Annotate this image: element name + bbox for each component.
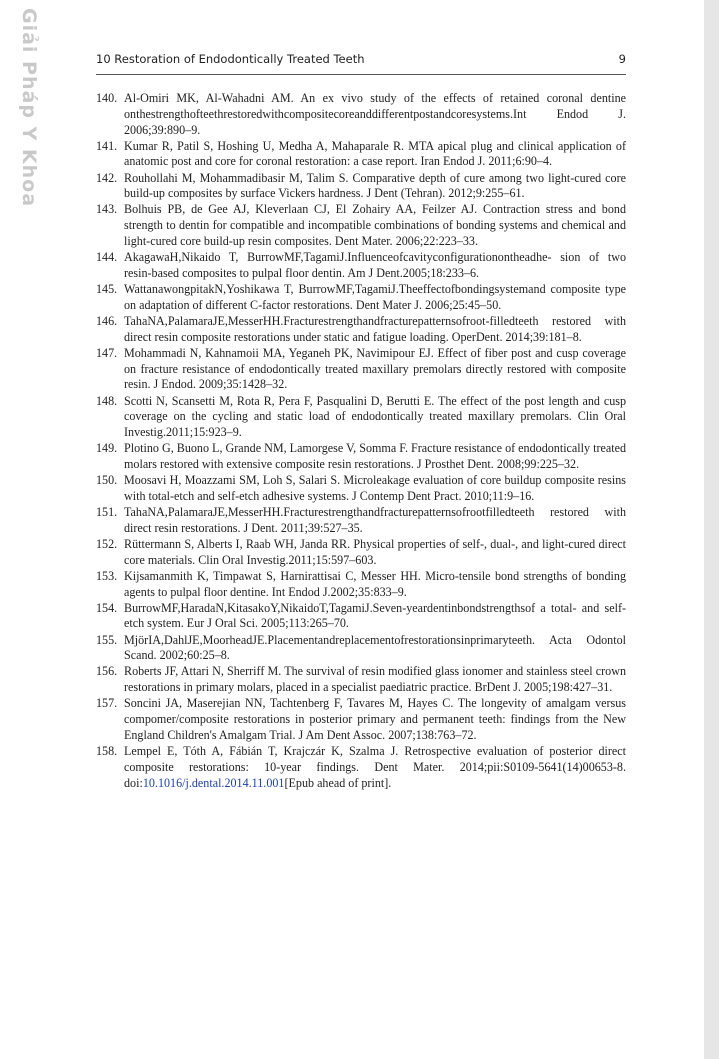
reference-item: [96, 569, 626, 601]
reference-number: 147.: [96, 345, 118, 360]
reference-number: 145.: [96, 282, 118, 297]
reference-item: [96, 473, 626, 505]
reference-text: AkagawaH,Nikaido T, BurrowMF,TagamiJ.Influenceofcavityconfigurationontheadhe- sion of two resin-based composites to pulpal floor dentin. Am J Dent.2005;18:233–6.: [124, 250, 626, 280]
left-margin: [0, 0, 52, 1059]
page-header: [96, 52, 626, 70]
reference-text: MjörIA,DahlJE,MoorheadJE.Placementandreplacementofrestorationsinprimaryteeth. Acta Odontol Scand. 2002;60:25–8.: [124, 632, 626, 663]
reference-item: [96, 505, 626, 537]
reference-text: Rouhollahi M, Mohammadibasir M, Talim S. Comparative depth of cure among two light-cured core build-up composites by surface Vickers hardness. J Dent (Tehran). 2012;9:255–61.: [124, 170, 626, 201]
doi-link[interactable]: 10.1016/j.dental.2014.11.001: [142, 775, 285, 790]
header-rule: [96, 74, 626, 75]
reference-item: [96, 346, 626, 393]
reference-number: 155.: [96, 632, 118, 647]
reference-number: 149.: [96, 441, 118, 456]
reference-number: 157.: [96, 696, 118, 711]
reference-item: [96, 744, 626, 791]
reference-item: [96, 91, 626, 138]
reference-text: Moosavi H, Moazzami SM, Loh S, Salari S. Microleakage evaluation of core buildup composite resins with total-etch and self-etch adhesive systems. J Contemp Dent Pract. 2010;11:9–16.: [124, 473, 626, 503]
page-number: 9: [618, 52, 626, 66]
reference-tail: [Epub ahead of print].: [284, 775, 392, 790]
reference-number: 152.: [96, 536, 118, 551]
watermark: Giải Pháp Y Khoa: [18, 8, 40, 208]
reference-item: [96, 633, 626, 665]
reference-text: Rüttermann S, Alberts I, Raab WH, Janda RR. Physical properties of self-, dual-, and light-cured direct core materials. Clin Oral Investig.2011;15:597–603.: [124, 536, 626, 567]
reference-item: [96, 250, 626, 282]
page: [52, 0, 704, 1059]
reference-text: Scotti N, Scansetti M, Rota R, Pera F, Pasqualini D, Berutti E. The effect of the post length and cusp coverage on the cycling and static load of endodontically treated maxillary premolars. Clin Oral Investig.2011;15:923–9.: [124, 393, 626, 440]
right-margin: [704, 0, 719, 1059]
reference-text: Kijsamanmith K, Timpawat S, Harnirattisai C, Messer HH. Micro-tensile bond strengths of bonding agents to pulpal floor dentine. Int Endod J.2002;35:833–9.: [124, 568, 626, 599]
reference-item: [96, 664, 626, 696]
reference-item: [96, 282, 626, 314]
reference-number: 146.: [96, 313, 118, 328]
reference-item: [96, 601, 626, 633]
reference-text: Bolhuis PB, de Gee AJ, Kleverlaan CJ, El Zohairy AA, Feilzer AJ. Contraction stress and bond strength to dentin for compatible and incompatible combinations of bonding systems and chemical and light-cured core build-up resin composites. Dent Mater. 2006;22:223–33.: [124, 202, 626, 249]
reference-text: Plotino G, Buono L, Grande NM, Lamorgese V, Somma F. Fracture resistance of endodontically treated molars restored with extensive composite resin restorations. J Prosthet Dent. 2008;99:225–32.: [124, 441, 626, 471]
reference-number: 153.: [96, 568, 118, 583]
reference-number: 151.: [96, 504, 118, 519]
reference-number: 142.: [96, 170, 118, 185]
reference-text: BurrowMF,HaradaN,KitasakoY,NikaidoT,TagamiJ.Seven-yeardentinbondstrengthsof a total- and self-etch system. Eur J Oral Sci. 2005;113:265–70.: [124, 600, 626, 631]
reference-number: 156.: [96, 664, 118, 679]
reference-number: 144.: [96, 250, 118, 265]
reference-text: Soncini JA, Maserejian NN, Tachtenberg F, Tavares M, Hayes C. The longevity of amalgam versus compomer/composite restorations in posterior primary and permanent teeth: findings from the New England Children's Amalgam Trial. J Am Dent Assoc. 2007;138:763–72.: [124, 696, 626, 742]
reference-text: Mohammadi N, Kahnamoii MA, Yeganeh PK, Navimipour EJ. Effect of fiber post and cusp coverage on fracture resistance of endodontically treated maxillary premolars directly restored with composite resin. J Endod. 2009;35:1428–32.: [124, 345, 626, 392]
reference-list: [96, 91, 626, 792]
reference-text: Roberts JF, Attari N, Sherriff M. The survival of resin modified glass ionomer and stainless steel crown restorations in primary molars, placed in a specialist paediatric practice. BrDent J. 2005;198:427–31.: [124, 664, 626, 695]
reference-text: TahaNA,PalamaraJE,MesserHH.Fracturestrengthandfracturepatternsofroot-filledteeth restored with direct resin composite restorations under static and fatigue loading. OperDent. 2014;39:181–8.: [124, 313, 626, 344]
reference-text: Lempel E, Tóth A, Fábián T, Krajczár K, Szalma J. Retrospective evaluation of posterior direct composite restorations: 10-year findings. Dent Mater. 2014;pii:S0109-5641(14)00653-8. doi:: [124, 744, 626, 790]
reference-number: 141.: [96, 138, 118, 153]
reference-item: [96, 314, 626, 346]
reference-number: 140.: [96, 91, 118, 105]
reference-item: [96, 441, 626, 473]
reference-item: [96, 139, 626, 171]
reference-text: Kumar R, Patil S, Hoshing U, Medha A, Mahaparale R. MTA apical plug and clinical application of anatomic post and core for coronal restoration: a case report. Iran Endod J. 2011;6:90–4.: [124, 138, 626, 169]
reference-text: WattanawongpitakN,Yoshikawa T, BurrowMF,TagamiJ.Theeffectofbondingsystemand composite type on adaptation of different C-factor restorations. Dent Mater J. 2006;25:45–50.: [124, 282, 626, 312]
reference-number: 154.: [96, 600, 118, 615]
reference-number: 148.: [96, 393, 118, 408]
reference-text: Al-Omiri MK, Al-Wahadni AM. An ex vivo study of the effects of retained coronal dentine onthestrengthofteethrestoredwithcompositecoreanddifferentpostandcoresystems.Int Endod J. 2006;39:890–9.: [124, 91, 626, 137]
reference-number: 158.: [96, 744, 118, 759]
reference-item: [96, 171, 626, 203]
reference-item: [96, 202, 626, 249]
reference-item: [96, 537, 626, 569]
reference-number: 150.: [96, 473, 118, 488]
reference-item: [96, 696, 626, 743]
reference-text: TahaNA,PalamaraJE,MesserHH.Fracturestrengthandfracturepatternsofrootfilledteeth restored with direct resin restorations. J Dent. 2011;39:527–35.: [124, 504, 626, 535]
reference-item: [96, 394, 626, 441]
running-title: 10 Restoration of Endodontically Treated Teeth: [96, 52, 365, 66]
reference-number: 143.: [96, 202, 118, 217]
